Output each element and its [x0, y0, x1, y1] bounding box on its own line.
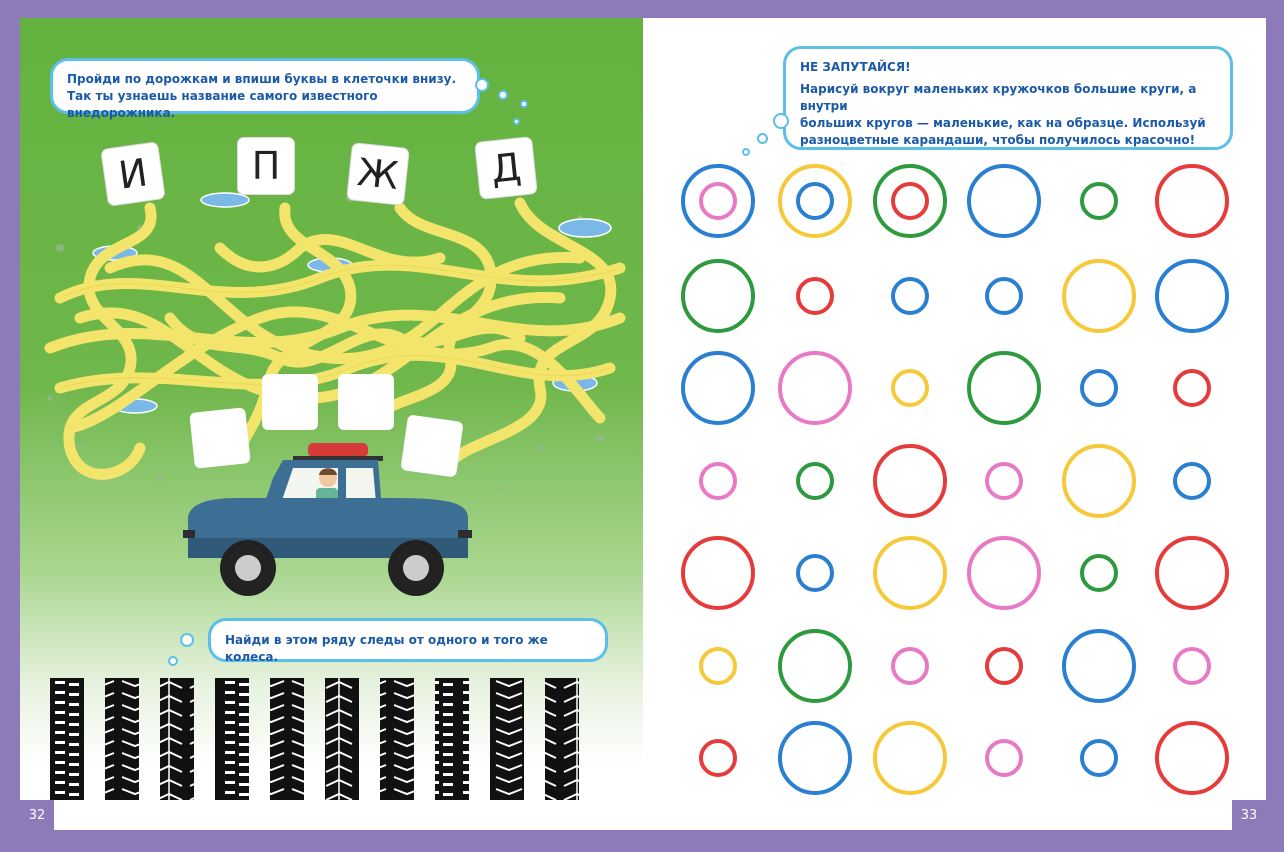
- circle-inner-r7-c5: [1082, 741, 1116, 775]
- circle-inner-r5-c5: [1082, 556, 1116, 590]
- circle-outer-r1-c4: [969, 166, 1039, 236]
- jeep-illustration: [178, 438, 478, 598]
- bubble-dot: [520, 100, 528, 108]
- circle-outer-r2-c6: [1157, 261, 1227, 331]
- tire-track-8: [435, 678, 469, 800]
- right-page: [643, 18, 1266, 830]
- maze-instruction-bubble: [50, 58, 480, 120]
- circle-outer-r2-c5: [1064, 261, 1134, 331]
- circle-inner-r6-c6: [1175, 649, 1209, 683]
- circle-outer-r3-c1: [683, 353, 753, 423]
- tire-tracks-row: [50, 678, 610, 800]
- circle-outer-r5-c6: [1157, 538, 1227, 608]
- book-spread: [20, 18, 1266, 830]
- page-number-left: 32: [20, 800, 54, 830]
- circle-inner-r2-c3: [893, 279, 927, 313]
- circle-outer-r1-c2: [780, 166, 850, 236]
- circle-inner-r2-c2: [798, 279, 832, 313]
- circle-outer-r5-c3: [875, 538, 945, 608]
- circle-outer-r7-c6: [1157, 723, 1227, 793]
- circle-outer-r1-c6: [1157, 166, 1227, 236]
- tire-track-4: [215, 678, 249, 800]
- circle-inner-r7-c4: [987, 741, 1021, 775]
- circle-inner-r1-c2: [798, 184, 832, 218]
- maze-letter-2: П: [238, 138, 294, 194]
- tire-track-5: [270, 678, 304, 800]
- tire-track-1: [50, 678, 84, 800]
- bubble-dot: [475, 78, 489, 92]
- circle-inner-r3-c6: [1175, 371, 1209, 405]
- circle-inner-r6-c4: [987, 649, 1021, 683]
- circle-inner-r7-c1: [701, 741, 735, 775]
- circle-outer-r7-c2: [780, 723, 850, 793]
- bubble-dot: [513, 118, 520, 125]
- circle-outer-r2-c1: [683, 261, 753, 331]
- circle-inner-r1-c3: [893, 184, 927, 218]
- tire-track-7: [380, 678, 414, 800]
- circle-inner-r1-c5: [1082, 184, 1116, 218]
- tire-track-6: [325, 678, 359, 800]
- maze-letter-1: И: [101, 142, 164, 205]
- maze-instruction-line2: Так ты узнаешь название самого известного внедорожника.: [67, 89, 378, 120]
- circle-outer-r3-c4: [969, 353, 1039, 423]
- circle-outer-r1-c3: [875, 166, 945, 236]
- maze-letter-3: Ж: [347, 143, 409, 205]
- circles-instruction-line2: больших кругов — маленькие, как на образце. Используй: [800, 116, 1206, 130]
- circles-instruction-line1: Нарисуй вокруг маленьких кружочков большие круги, а внутри: [800, 82, 1197, 113]
- circle-inner-r1-c1: [701, 184, 735, 218]
- maze-instruction-line1: Пройди по дорожкам и впиши буквы в клеточки внизу.: [67, 72, 457, 86]
- circle-outer-r7-c3: [875, 723, 945, 793]
- circle-inner-r4-c4: [987, 464, 1021, 498]
- circle-inner-r4-c6: [1175, 464, 1209, 498]
- circle-inner-r3-c3: [893, 371, 927, 405]
- bubble-dot: [168, 656, 178, 666]
- circle-outer-r4-c5: [1064, 446, 1134, 516]
- page-number-right: 33: [1232, 800, 1266, 830]
- circle-inner-r2-c4: [987, 279, 1021, 313]
- circles-grid: [643, 18, 1266, 830]
- circle-inner-r6-c3: [893, 649, 927, 683]
- bubble-dot: [180, 633, 194, 647]
- tire-track-9: [490, 678, 524, 800]
- circle-outer-r6-c5: [1064, 631, 1134, 701]
- circle-outer-r6-c2: [780, 631, 850, 701]
- circle-inner-r4-c2: [798, 464, 832, 498]
- bubble-dot: [498, 90, 508, 100]
- circles-instruction-line3: разноцветные карандаши, чтобы получилось красочно!: [800, 133, 1196, 147]
- circles-title: НЕ ЗАПУТАЙСЯ!: [800, 60, 911, 74]
- circle-outer-r5-c4: [969, 538, 1039, 608]
- tire-track-3: [160, 678, 194, 800]
- tracks-instruction-bubble: [208, 618, 608, 662]
- tire-track-10: [545, 678, 579, 800]
- left-page: [20, 18, 643, 830]
- maze-letter-4: Д: [475, 137, 537, 199]
- circle-inner-r3-c5: [1082, 371, 1116, 405]
- tire-track-2: [105, 678, 139, 800]
- circle-outer-r4-c3: [875, 446, 945, 516]
- circle-inner-r5-c2: [798, 556, 832, 590]
- circle-outer-r5-c1: [683, 538, 753, 608]
- answer-box-3[interactable]: [338, 374, 394, 430]
- tracks-instruction-text: Найди в этом ряду следы от одного и того же колеса.: [225, 633, 548, 664]
- circle-outer-r1-c1: [683, 166, 753, 236]
- circle-inner-r4-c1: [701, 464, 735, 498]
- circle-inner-r6-c1: [701, 649, 735, 683]
- circle-outer-r3-c2: [780, 353, 850, 423]
- answer-box-2[interactable]: [262, 374, 318, 430]
